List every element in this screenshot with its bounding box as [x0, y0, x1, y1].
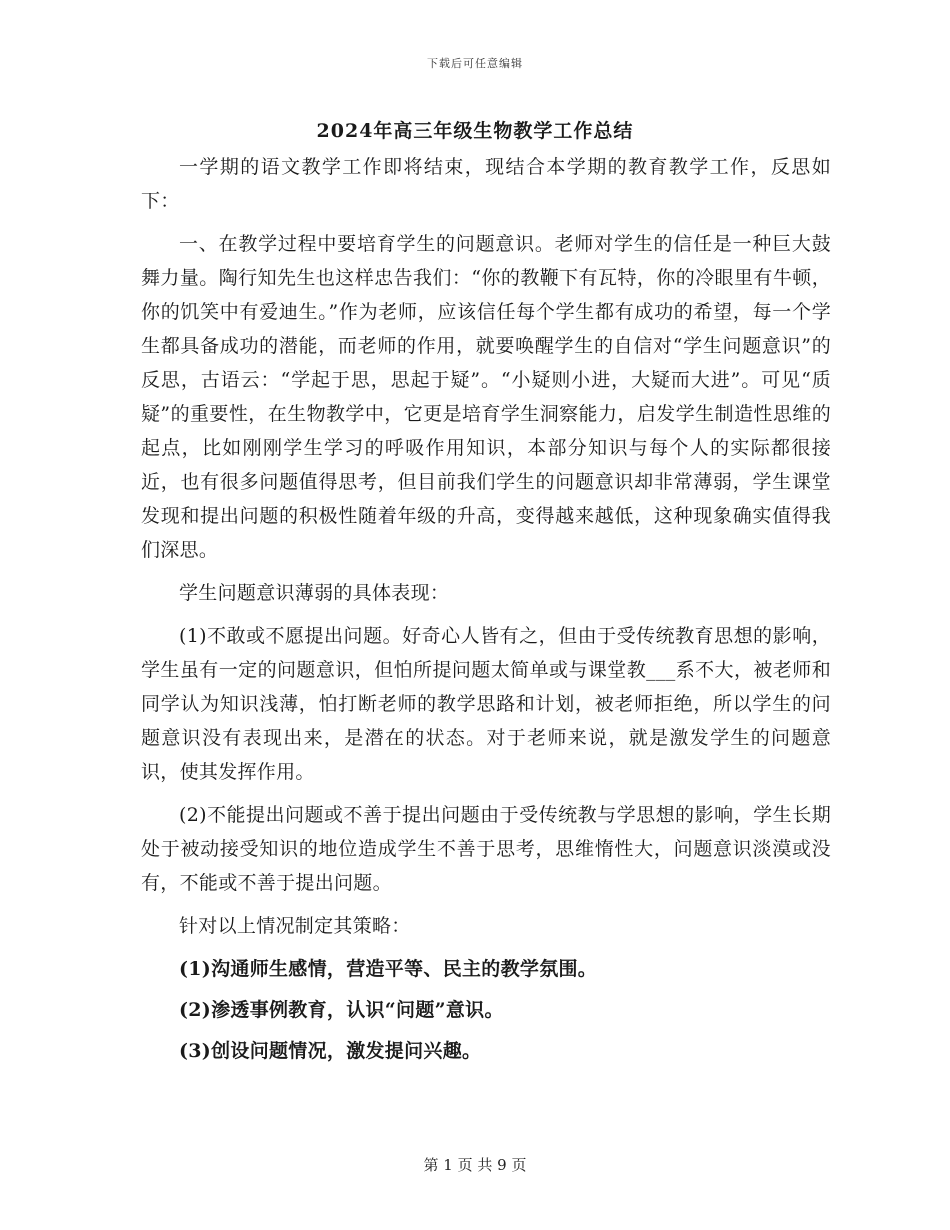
strategy-item: (2)渗透事例教育，认识“问题”意识。 [179, 999, 504, 1021]
strategy-item: (3)创设问题情况，激发提问兴趣。 [179, 1040, 482, 1062]
intro-paragraph: 一学期的语文教学工作即将结束，现结合本学期的教育教学工作，反思如下： [141, 156, 831, 212]
symptom-two-paragraph: (2)不能提出问题或不善于提出问题由于受传统教与学思想的影响，学生长期处于被动接受知识的地位造成学生不善于思考，思维惰性大，问题意识淡漠或没有，不能或不善于提出问题。 [141, 804, 831, 894]
symptom-one-paragraph: (1)不敢或不愿提出问题。好奇心人皆有之，但由于受传统教育思想的影响，学生虽有一定的问题意识，但怕所提问题太简单或与课堂教___系不大，被老师和同学认为知识浅薄，怕打断老师的教学思路和计划，被老师拒绝，所以学生的问题意识没有表现出来，是潜在的状态。对于老师来说，就是激发学生的问题意识，使其发挥作用。 [141, 625, 831, 783]
page-number: 第 1 页 共 9 页 [423, 1156, 527, 1174]
page-header-note: 下载后可任意编辑 [427, 57, 523, 70]
strategy-item: (1)沟通师生感情，营造平等、民主的教学氛围。 [179, 958, 598, 980]
section-one-paragraph: 一、在教学过程中要培育学生的问题意识。老师对学生的信任是一种巨大鼓舞力量。陶行知先生也这样忠告我们：“你的教鞭下有瓦特，你的冷眼里有牛顿，你的饥笑中有爱迪生。”作为老师，应该信任每个学生都有成功的希望，每一个学生都具备成功的潜能，而老师的作用，就要唤醒学生的自信对“学生问题意识”的反思，古语云：“学起于思，思起于疑”。“小疑则小进，大疑而大进”。可见“质疑”的重要性，在生物教学中，它更是培育学生洞察能力，启发学生制造性思维的起点，比如刚刚学生学习的呼吸作用知识，本部分知识与每个人的实际都很接近，也有很多问题值得思考，但目前我们学生的问题意识却非常薄弱，学生课堂发现和提出问题的积极性随着年级的升高，变得越来越低，这种现象确实值得我们深思。 [141, 233, 831, 561]
document-title: 2024年高三年级生物教学工作总结 [316, 120, 634, 142]
document-body [141, 150, 831, 1075]
strategy-heading: 针对以上情况制定其策略： [179, 915, 411, 937]
symptoms-heading: 学生问题意识薄弱的具体表现： [179, 582, 450, 604]
